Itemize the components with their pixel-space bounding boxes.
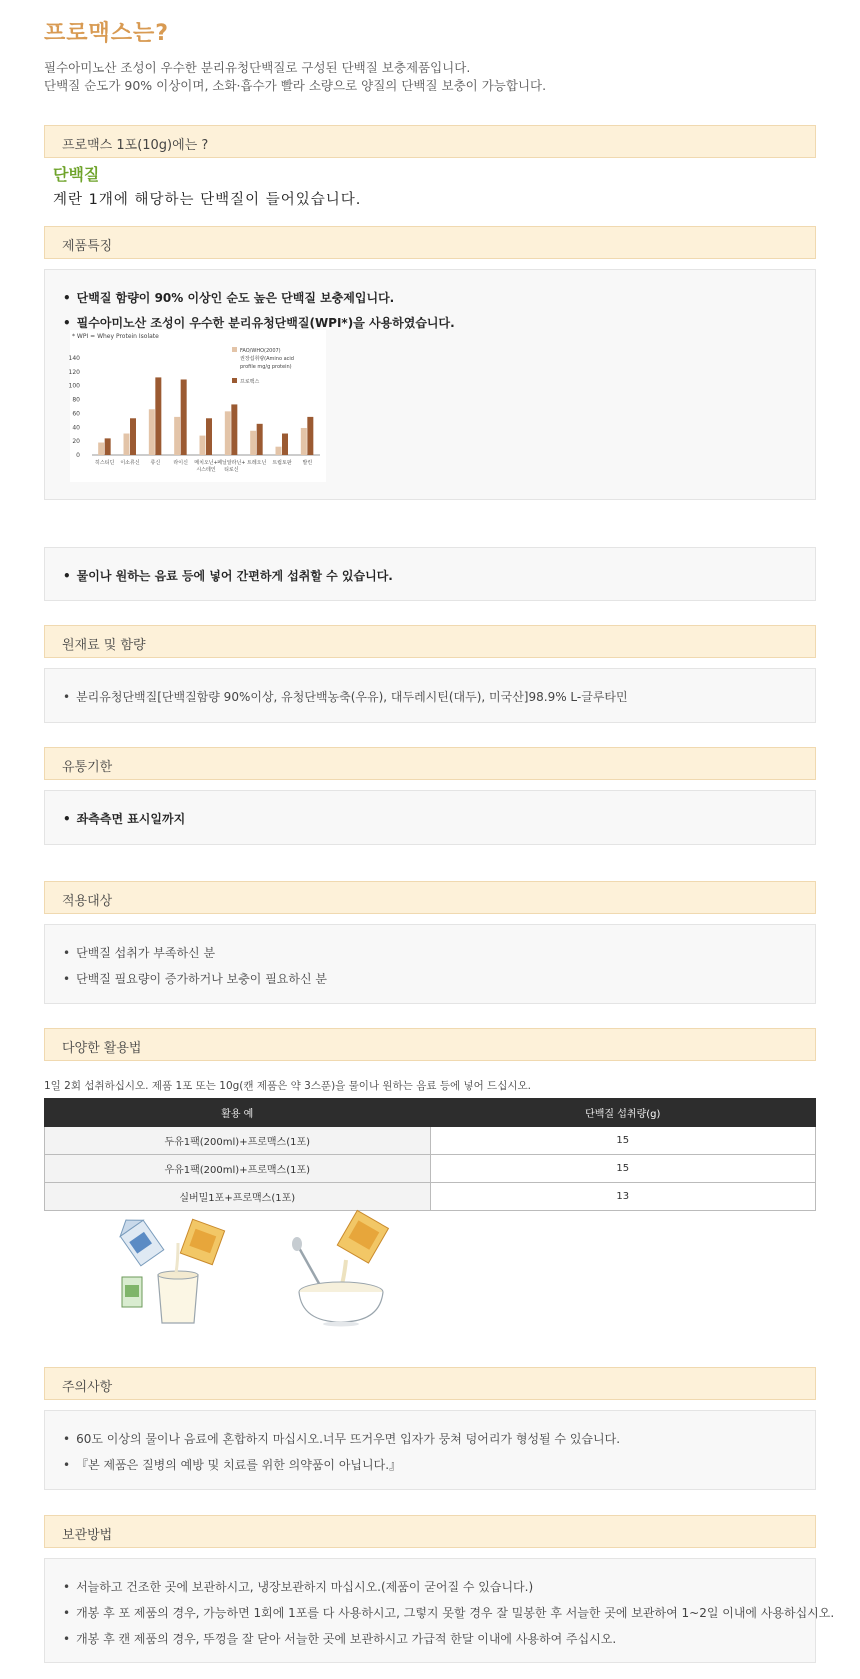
storage-item: • 서늘하고 건조한 곳에 보관하시고, 냉장보관하지 마십시오.(제품이 굳어질 수 있습니다.) <box>63 1578 533 1595</box>
table-cell-protein: 13 <box>430 1183 816 1211</box>
y-tick-label: 40 <box>72 424 80 432</box>
section-title: 보관방법 <box>62 1528 113 1543</box>
bar <box>231 404 237 455</box>
bar <box>98 443 104 455</box>
bar <box>149 409 155 455</box>
target-box <box>44 924 816 1004</box>
legend-swatch <box>232 347 237 352</box>
section-title: 제품특징 <box>62 239 113 254</box>
target-item: • 단백질 섭취가 부족하신 분 <box>63 944 215 961</box>
y-tick-label: 140 <box>68 355 80 362</box>
milk-glass-illustration <box>120 1215 230 1330</box>
ingredients-section-header <box>44 625 816 658</box>
y-tick-label: 60 <box>72 410 80 418</box>
x-tick-label: 라이신 <box>173 460 188 466</box>
bar <box>206 418 212 455</box>
nutrient-description: 계란 1개에 해당하는 단백질이 들어있습니다. <box>53 192 362 208</box>
legend-swatch <box>232 378 237 383</box>
features-extra-box <box>44 547 816 601</box>
bowl-illustration <box>286 1208 396 1326</box>
features-section-header <box>44 226 816 259</box>
caution-box <box>44 1410 816 1490</box>
table-header-row <box>45 1099 816 1127</box>
usage-section-header <box>44 1028 816 1061</box>
serving-section-header <box>44 125 816 158</box>
target-item: • 단백질 필요량이 증가하거나 보충이 필요하신 분 <box>63 970 327 987</box>
x-tick-label: 메치오닌+ <box>194 460 218 466</box>
feature-item: • 단백질 함량이 90% 이상인 순도 높은 단백질 보충제입니다. <box>63 289 394 306</box>
section-title: 프로맥스 1포(10g)에는 ? <box>62 138 209 153</box>
table-header-protein: 단백질 섭취량(g) <box>430 1099 816 1127</box>
bar <box>301 428 307 455</box>
x-tick-label: 시스테인 <box>196 467 216 473</box>
section-title: 주의사항 <box>62 1380 113 1395</box>
bar <box>282 434 288 455</box>
bar <box>225 411 231 455</box>
caution-section-header <box>44 1367 816 1400</box>
y-tick-label: 100 <box>68 382 80 390</box>
section-title: 적용대상 <box>62 894 113 909</box>
x-tick-label: 트립토판 <box>272 460 292 466</box>
x-tick-label: 이소류신 <box>120 460 140 466</box>
ingredients-box <box>44 668 816 723</box>
y-tick-label: 120 <box>68 368 80 376</box>
bar <box>257 424 263 455</box>
storage-box <box>44 1558 835 1663</box>
table-cell-protein: 15 <box>430 1127 816 1155</box>
y-tick-label: 0 <box>76 452 80 459</box>
usage-note: 1일 2회 섭취하십시오. 제품 1포 또는 10g(캔 제품은 약 3스푼)을 물이나 원하는 음료 등에 넣어 드십시오. <box>44 1080 531 1092</box>
expiry-text: • 좌측측면 표시일까지 <box>63 810 185 827</box>
legend-label: profile mg/g protein) <box>240 364 292 370</box>
ingredients-text: • 분리유청단백질[단백질함량 90%이상, 유청단백농축(우유), 대두레시틴(대두), 미국산]98.9% L-글루타민 <box>63 688 628 705</box>
y-tick-label: 20 <box>72 438 80 446</box>
page-title: 프로맥스는? <box>44 21 170 46</box>
storage-section-header <box>44 1515 816 1548</box>
table-header-example: 활용 예 <box>45 1099 431 1127</box>
bar <box>174 417 180 455</box>
storage-item: • 개봉 후 캔 제품의 경우, 뚜껑을 잘 닫아 서늘한 곳에 보관하시고 가급적 한달 이내에 사용하여 주십시오. <box>63 1630 616 1647</box>
x-tick-label: 류신 <box>150 460 161 466</box>
feature-item: • 필수아미노산 조성이 우수한 분리유청단백질(WPI*)을 사용하였습니다. <box>63 314 455 331</box>
table-cell-example: 실버밀1포+프로맥스(1포) <box>45 1183 431 1211</box>
table-cell-example: 우유1팩(200ml)+프로맥스(1포) <box>45 1155 431 1183</box>
intro-line-2: 단백질 순도가 90% 이상이며, 소화·흡수가 빨라 소량으로 양질의 단백질 보충이 가능합니다. <box>44 78 547 93</box>
section-title: 다양한 활용법 <box>62 1041 142 1056</box>
feature-item: • 물이나 원하는 음료 등에 넣어 간편하게 섭취할 수 있습니다. <box>63 567 393 584</box>
table-row <box>45 1155 816 1183</box>
intro-line-1: 필수아미노산 조성이 우수한 분리유청단백질로 구성된 단백질 보충제품입니다. <box>44 60 471 75</box>
section-title: 원재료 및 함량 <box>62 638 146 653</box>
caution-item: • 『본 제품은 질병의 예방 및 치료를 위한 의약품이 아닙니다.』 <box>63 1456 401 1473</box>
bar <box>181 379 187 455</box>
x-tick-label: 페닐알라닌+ <box>217 460 246 466</box>
x-tick-label: 티로신 <box>224 467 239 473</box>
expiry-section-header <box>44 747 816 780</box>
bar <box>155 377 161 455</box>
legend-label: 권장섭취량(Amino acid <box>240 356 294 362</box>
bar <box>307 417 313 455</box>
amino-acid-chart <box>70 330 326 482</box>
bar <box>105 438 111 455</box>
bar <box>200 436 206 455</box>
x-tick-label: 트레오닌 <box>247 460 267 466</box>
bar <box>130 418 136 455</box>
caution-item: • 60도 이상의 물이나 음료에 혼합하지 마십시오.너무 뜨거우면 입자가 뭉쳐 덩어리가 형성될 수 있습니다. <box>63 1430 620 1447</box>
storage-item: • 개봉 후 포 제품의 경우, 가능하면 1회에 1포를 다 사용하시고, 그렇지 못할 경우 잘 밀봉한 후 서늘한 곳에 보관하여 1~2일 이내에 사용하십시오. <box>63 1604 834 1621</box>
expiry-box <box>44 790 816 845</box>
legend-label: 프로맥스 <box>240 379 260 385</box>
table-cell-example: 두유1팩(200ml)+프로맥스(1포) <box>45 1127 431 1155</box>
table-row <box>45 1183 816 1211</box>
legend-label: FAO/WHO(2007) <box>240 348 281 354</box>
table-cell-protein: 15 <box>430 1155 816 1183</box>
amino-acid-chart-svg <box>70 330 326 482</box>
section-title: 유통기한 <box>62 760 113 775</box>
table-row <box>45 1127 816 1155</box>
y-tick-label: 80 <box>72 396 80 404</box>
bar <box>250 431 256 455</box>
nutrient-name: 단백질 <box>53 165 100 184</box>
target-section-header <box>44 881 816 914</box>
bar <box>124 434 130 455</box>
bar <box>276 447 282 455</box>
x-tick-label: 히스티딘 <box>95 460 115 466</box>
x-tick-label: 발린 <box>302 460 313 466</box>
usage-table <box>44 1098 816 1211</box>
wpi-note: * WPI = Whey Protein Isolate <box>72 333 159 340</box>
